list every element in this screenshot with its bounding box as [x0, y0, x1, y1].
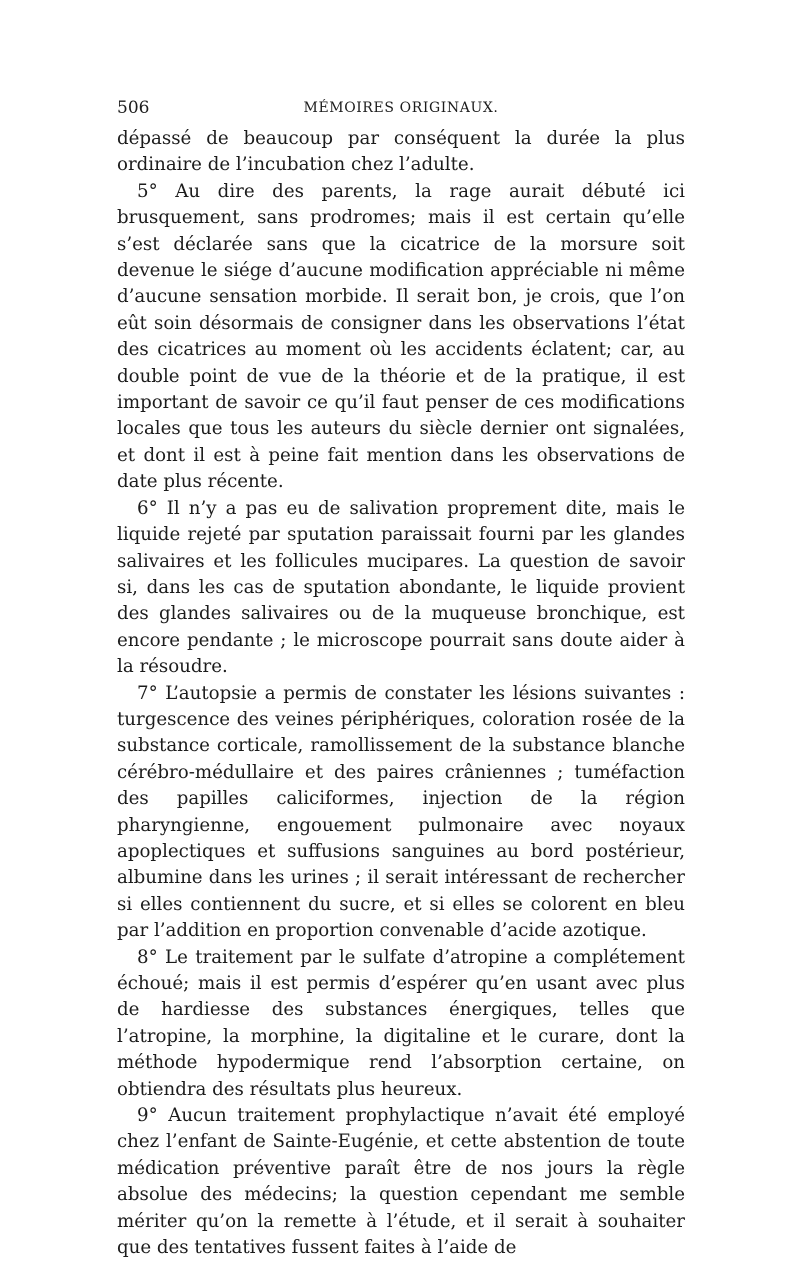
page-number: 506	[117, 98, 150, 118]
paragraph-point-5: 5° Au dire des parents, la rage aurait débuté ici brusquement, sans prodromes; mais il est certain qu’elle s’est déclarée sans que la cicatrice de la morsure soit devenue le siége d’aucune modification appréciable ni même d’aucune sensation morbide. Il serait bon, je crois, que l’on eût soin désormais de consigner dans les observations l’état des cicatrices au moment où les accidents éclatent; car, au double point de vue de la théorie et de la pratique, il est important de savoir ce qu’il faut penser de ces modifications locales que tous les auteurs du siècle dernier ont signalées, et dont il est à peine fait mention dans les observations de date plus récente.	[117, 180, 685, 493]
paragraph-point-7: 7° L’autopsie a permis de constater les lésions suivantes : turgescence des veines périphériques, coloration rosée de la substance corticale, ramollissement de la substance blanche cérébro-médullaire et des paires crâniennes ; tuméfaction des papilles caliciformes, injection de la région pharyngienne, engouement pulmonaire avec noyaux apoplectiques et suffusions sanguines au bord postérieur, albumine dans les urines ; il serait intéressant de rechercher si elles contiennent du sucre, et si elles se colorent en bleu par l’addition en proportion convenable d’acide azotique.	[117, 682, 685, 942]
body-text	[117, 126, 685, 1261]
paragraph-point-9: 9° Aucun traitement prophylactique n’avait été employé chez l’enfant de Sainte-Eugénie, et cette abstention de toute médication préventive paraît être de nos jours la règle absolue des médecins; la question cependant me semble mériter qu’on la remette à l’étude, et il serait à souhaiter que des tentatives fussent faites à l’aide de	[117, 1105, 685, 1259]
book-page	[117, 96, 685, 1261]
page-header	[117, 96, 685, 126]
running-title: MÉMOIRES ORIGINAUX.	[303, 100, 499, 116]
paragraph-point-8: 8° Le traitement par le sulfate d’atropine a complétement échoué; mais il est permis d’espérer qu’en usant avec plus de hardiesse des substances énergiques, telles que l’atropine, la morphine, la digitaline et le curare, dont la méthode hypodermique rend l’absorption certaine, on obtiendra des résultats plus heureux.	[117, 946, 685, 1100]
paragraph-point-6: 6° Il n’y a pas eu de salivation proprement dite, mais le liquide rejeté par sputation paraissait fourni par les glandes salivaires et les follicules mucipares. La question de savoir si, dans les cas de sputation abondante, le liquide provient des glandes salivaires ou de la muqueuse bronchique, est encore pendante ; le microscope pourrait sans doute aider à la résoudre.	[117, 497, 685, 678]
paragraph-continuation: dépassé de beaucoup par conséquent la durée la plus ordinaire de l’incubation chez l’adulte.	[117, 128, 685, 176]
